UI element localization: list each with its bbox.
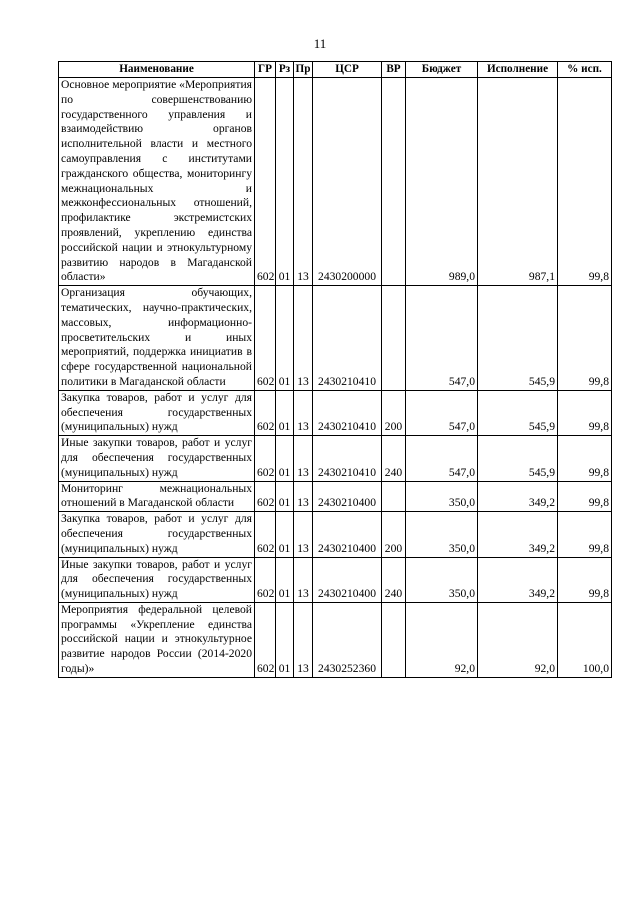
header-budget: Бюджет: [406, 62, 478, 78]
row-csr: 2430210400: [313, 481, 382, 512]
row-budget: 547,0: [406, 390, 478, 435]
row-budget: 92,0: [406, 602, 478, 677]
table-header-row: [59, 62, 612, 78]
row-gr: 602: [255, 78, 276, 286]
row-budget: 350,0: [406, 481, 478, 512]
row-vr: 240: [382, 557, 406, 602]
row-budget: 350,0: [406, 512, 478, 557]
row-pr: 13: [294, 481, 313, 512]
row-rz: 01: [276, 78, 294, 286]
row-csr: 2430210410: [313, 390, 382, 435]
row-vr: 200: [382, 512, 406, 557]
row-vr: [382, 481, 406, 512]
row-gr: 602: [255, 286, 276, 391]
row-pr: 13: [294, 512, 313, 557]
row-budget: 547,0: [406, 436, 478, 481]
page-number: 11: [313, 36, 327, 51]
row-percent: 99,8: [558, 286, 612, 391]
budget-table: [58, 61, 612, 678]
row-csr: 2430252360: [313, 602, 382, 677]
header-gr: ГР: [255, 62, 276, 78]
row-csr: 2430210410: [313, 286, 382, 391]
row-csr: 2430200000: [313, 78, 382, 286]
row-name: Мониторинг межнациональных отношений в Магаданской области: [59, 481, 255, 512]
row-rz: 01: [276, 512, 294, 557]
header-pr: Пр: [294, 62, 313, 78]
row-budget: 547,0: [406, 286, 478, 391]
row-name: Закупка товаров, работ и услуг для обеспечения государственных (муниципальных) нужд: [59, 512, 255, 557]
table-row: [59, 557, 612, 602]
row-name: Организация обучающих, тематических, научно-практических, массовых, информационно-просветительских и иных мероприятий, поддержка инициатив в сфере государственной национальной политики в Магаданской области: [59, 286, 255, 391]
row-pr: 13: [294, 602, 313, 677]
row-csr: 2430210410: [313, 436, 382, 481]
header-execution: Исполнение: [478, 62, 558, 78]
table-row: [59, 512, 612, 557]
row-name: Иные закупки товаров, работ и услуг для обеспечения государственных (муниципальных) нужд: [59, 436, 255, 481]
row-execution: 349,2: [478, 557, 558, 602]
row-name: Мероприятия федеральной целевой программы «Укрепление единства российской нации и этнокультурное развитие народов России (2014-2020 годы)»: [59, 602, 255, 677]
row-gr: 602: [255, 436, 276, 481]
row-name: Основное мероприятие «Мероприятия по совершенствованию государственного управления и взаимодействию органов исполнительной власти и местного самоуправления с институтами гражданского общества, мониторингу межнациональных и межконфессиональных отношений, профилактике экстремистских проявлений, укреплению единства российской нации и этнокультурному развитию народов в Магаданской области»: [59, 78, 255, 286]
table-row: [59, 602, 612, 677]
row-execution: 545,9: [478, 390, 558, 435]
row-name: Иные закупки товаров, работ и услуг для обеспечения государственных (муниципальных) нужд: [59, 557, 255, 602]
row-gr: 602: [255, 390, 276, 435]
row-pr: 13: [294, 557, 313, 602]
row-rz: 01: [276, 557, 294, 602]
row-budget: 350,0: [406, 557, 478, 602]
row-execution: 349,2: [478, 481, 558, 512]
row-execution: 545,9: [478, 286, 558, 391]
row-percent: 99,8: [558, 436, 612, 481]
row-pr: 13: [294, 78, 313, 286]
row-rz: 01: [276, 286, 294, 391]
row-rz: 01: [276, 602, 294, 677]
row-percent: 99,8: [558, 512, 612, 557]
row-vr: [382, 78, 406, 286]
row-pr: 13: [294, 286, 313, 391]
row-percent: 99,8: [558, 390, 612, 435]
row-execution: 349,2: [478, 512, 558, 557]
row-pr: 13: [294, 436, 313, 481]
row-rz: 01: [276, 436, 294, 481]
table-row: [59, 286, 612, 391]
table-row: [59, 390, 612, 435]
header-rz: Рз: [276, 62, 294, 78]
row-execution: 987,1: [478, 78, 558, 286]
header-vr: ВР: [382, 62, 406, 78]
row-name: Закупка товаров, работ и услуг для обеспечения государственных (муниципальных) нужд: [59, 390, 255, 435]
row-gr: 602: [255, 512, 276, 557]
row-percent: 99,8: [558, 481, 612, 512]
row-csr: 2430210400: [313, 512, 382, 557]
row-pr: 13: [294, 390, 313, 435]
row-vr: 200: [382, 390, 406, 435]
header-name: Наименование: [59, 62, 255, 78]
row-execution: 92,0: [478, 602, 558, 677]
row-vr: [382, 602, 406, 677]
row-vr: [382, 286, 406, 391]
row-gr: 602: [255, 557, 276, 602]
row-csr: 2430210400: [313, 557, 382, 602]
row-gr: 602: [255, 602, 276, 677]
header-percent: % исп.: [558, 62, 612, 78]
row-percent: 99,8: [558, 78, 612, 286]
row-execution: 545,9: [478, 436, 558, 481]
header-csr: ЦСР: [313, 62, 382, 78]
row-rz: 01: [276, 390, 294, 435]
table-row: [59, 481, 612, 512]
row-rz: 01: [276, 481, 294, 512]
row-percent: 99,8: [558, 557, 612, 602]
row-gr: 602: [255, 481, 276, 512]
row-percent: 100,0: [558, 602, 612, 677]
table-row: [59, 78, 612, 286]
row-budget: 989,0: [406, 78, 478, 286]
row-vr: 240: [382, 436, 406, 481]
table-row: [59, 436, 612, 481]
